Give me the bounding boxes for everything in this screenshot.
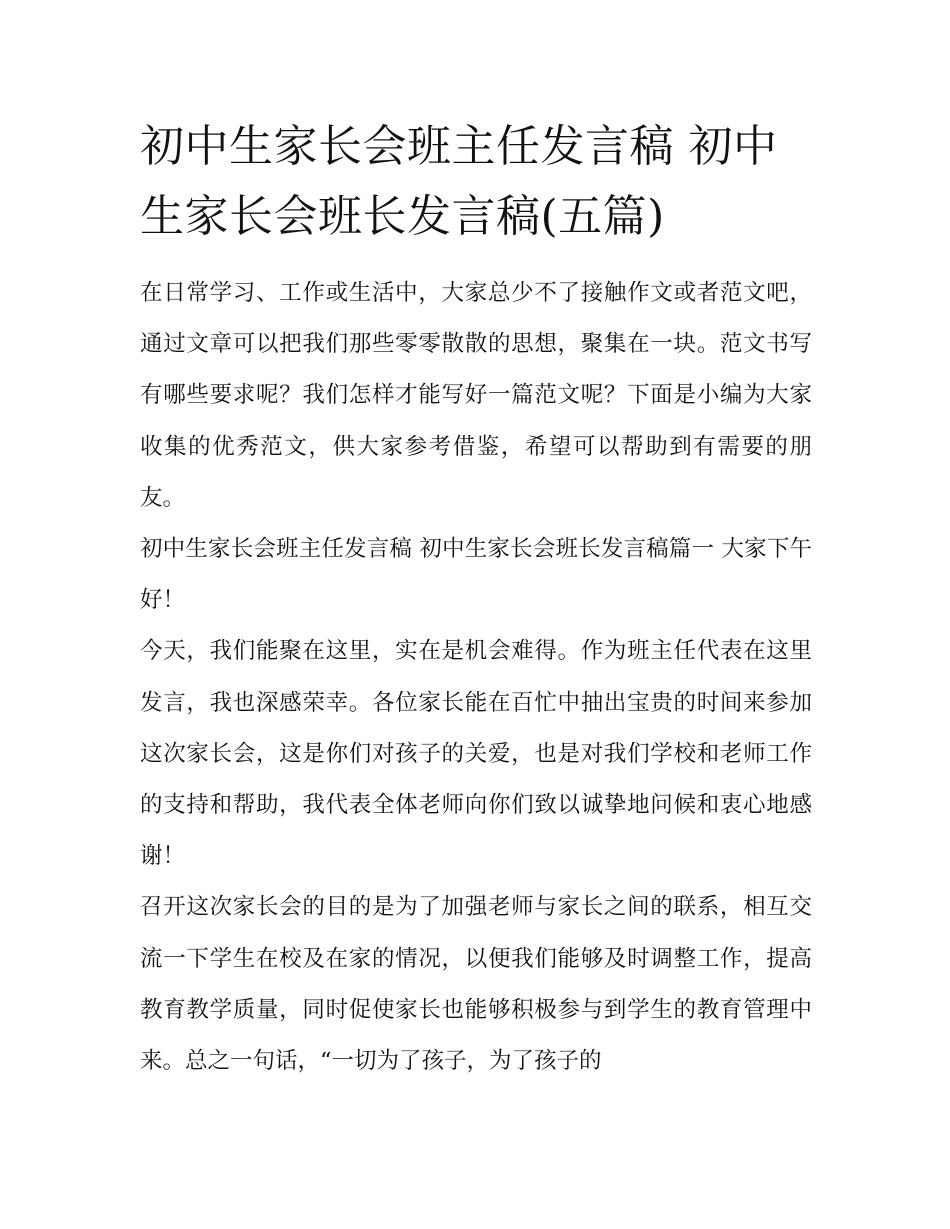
document-body <box>140 112 812 1087</box>
paragraph-purpose: 召开这次家长会的目的是为了加强老师与家长之间的联系，相互交流一下学生在校及在家的情况，以便我们能够及时调整工作，提高教育教学质量，同时促使家长也能够积极参与到学生的教育管理中来。总之一句话，“一切为了孩子，为了孩子的 <box>140 894 812 1075</box>
document-title: 初中生家长会班主任发言稿 初中生家长会班长发言稿(五篇) <box>140 121 778 242</box>
paragraph-welcome: 今天，我们能聚在这里，实在是机会难得。作为班主任代表在这里发言，我也深感荣幸。各位家长能在百忙中抽出宝贵的时间来参加这次家长会，这是你们对孩子的关爱，也是对我们学校和老师工作的支持和帮助，我代表全体老师向你们致以诚挚地问候和衷心地感谢！ <box>140 638 812 870</box>
title-spacing <box>140 252 812 268</box>
paragraph-intro: 在日常学习、工作或生活中，大家总少不了接触作文或者范文吧，通过文章可以把我们那些零零散散的思想，聚集在一块。范文书写有哪些要求呢？我们怎样才能写好一篇范文呢？下面是小编为大家收集的优秀范文，供大家参考借鉴，希望可以帮助到有需要的朋友。 <box>140 280 812 511</box>
paragraph-greeting: 初中生家长会班主任发言稿 初中生家长会班长发言稿篇一 大家下午好！ <box>140 536 812 614</box>
